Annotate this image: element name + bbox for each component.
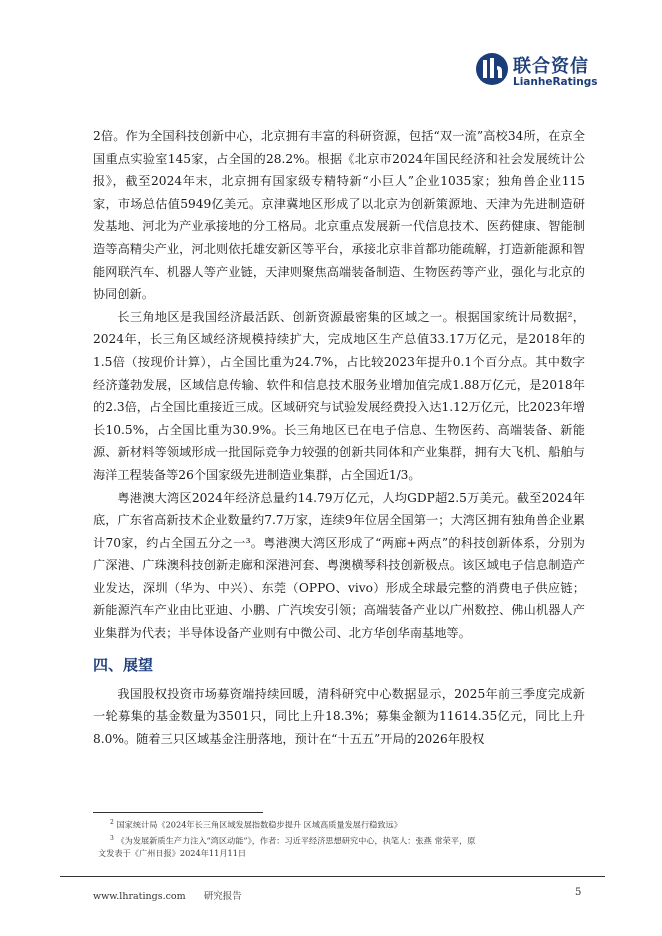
footnote-2: [110, 816, 580, 832]
footnote-2-number: 2: [110, 819, 114, 826]
lianhe-logo-mark-icon: [475, 52, 509, 86]
footnote-2-text: 国家统计局《2024年长三角区域发展指数稳步提升 区域高质量发展行稳致远》: [116, 819, 402, 830]
paragraph-greater-bay-area: 粤港澳大湾区2024年经济总量约14.79万亿元，人均GDP超2.5万美元。截至2024年底，广东省高新技术企业数量约7.7万家，连续9年位居全国第一；大湾区拥有独角兽企业累计70家，约占全国五分之一³。粤港澳大湾区形成了“两廊+两点”的科技创新体系，分别为广深港、广珠澳科技创新走廊和深港河套、粤澳横琴科技创新极点。该区域电子信息制造产业发达，深圳（华为、中兴）、东莞（OPPO、vivo）形成全球最完整的消费电子供应链；新能源汽车产业由比亚迪、小鹏、广汽埃安引领；高端装备产业以广州数控、佛山机器人产业集群为代表；半导体设备产业则有中微公司、北方华创华南基地等。: [93, 490, 585, 641]
footer-info: [93, 888, 242, 902]
footer-doc-type: 研究报告: [203, 891, 242, 902]
footer-divider: [60, 876, 605, 877]
footer-website-link[interactable]: www.lhratings.com: [93, 891, 186, 902]
paragraph-yangtze-delta: 长三角地区是我国经济最活跃、创新资源最密集的区域之一。根据国家统计局数据²，2024年，长三角区域经济规模持续扩大，完成地区生产总值33.17万亿元，是2018年的1.5倍（按现价计算），占全国比重为24.7%，占比较2023年提升0.1个百分点。其中数字经济蓬勃发展，区域信息传输、软件和信息技术服务业增加值完成1.88万亿元，是2018年的2.3倍，占全国比重接近三成。区域研究与试验发展经费投入达1.12万亿元，比2023年增长10.5%，占全国比重为30.9%。长三角地区已在电子信息、生物医药、高端装备、新能源、新材料等领域形成一批国际竞争力较强的创新共同体和产业集群，拥有大飞机、船舶与海洋工程装备等26个国家级先进制造业集群，占全国近1/3。: [93, 309, 585, 482]
paragraph-beijing: 2倍。作为全国科技创新中心，北京拥有丰富的科研资源，包括“双一流”高校34所，在京全国重点实验室145家，占全国的28.2%。根据《北京市2024年国民经济和社会发展统计公报》，截至2024年末，北京拥有国家级专精特新“小巨人”企业1035家；独角兽企业115家，市场总估值5949亿美元。京津冀地区形成了以北京为创新策源地、天津为先进制造研发基地、河北为产业承接地的分工格局。北京重点发展新一代信息技术、医药健康、智能制造等高精尖产业，河北则依托雄安新区等平台，承接北京非首都功能疏解，打造新能源和智能网联汽车、机器人等产业链，天津则聚焦高端装备制造、生物医药等产业，强化与北京的协同创新。: [93, 129, 585, 302]
section-title-outlook: 四、展望: [93, 655, 154, 674]
document-body: [93, 125, 585, 750]
footnote-divider: [93, 812, 263, 813]
footnote-3-continued: 文发表于《广州日报》2024年11月11日: [98, 848, 247, 859]
logo-chinese-name: 联合资信: [513, 56, 589, 77]
footnote-3-number: 3: [110, 834, 114, 842]
lianhe-logo: [475, 52, 605, 92]
paragraph-outlook: 我国股权投资市场募资端持续回暖，清科研究中心数据显示，2025年前三季度完成新一轮募集的基金数量为3501只，同比上升18.3%；募集金额为11614.35亿元，同比上升8.0%。随着三只区域基金注册落地，预计在“十五五”开局的2026年股权: [93, 686, 585, 746]
logo-english-name: LianheRatings: [513, 76, 598, 88]
footnote-3-text: 《为发展新质生产力注入“湾区动能”》，作者：习近平经济思想研究中心，执笔人：张燕 常荣平，原: [116, 835, 476, 846]
section-heading-wrapper: [93, 645, 585, 683]
footnote-3: [110, 832, 580, 848]
footnotes: [98, 816, 580, 860]
page-number: 5: [575, 887, 582, 898]
